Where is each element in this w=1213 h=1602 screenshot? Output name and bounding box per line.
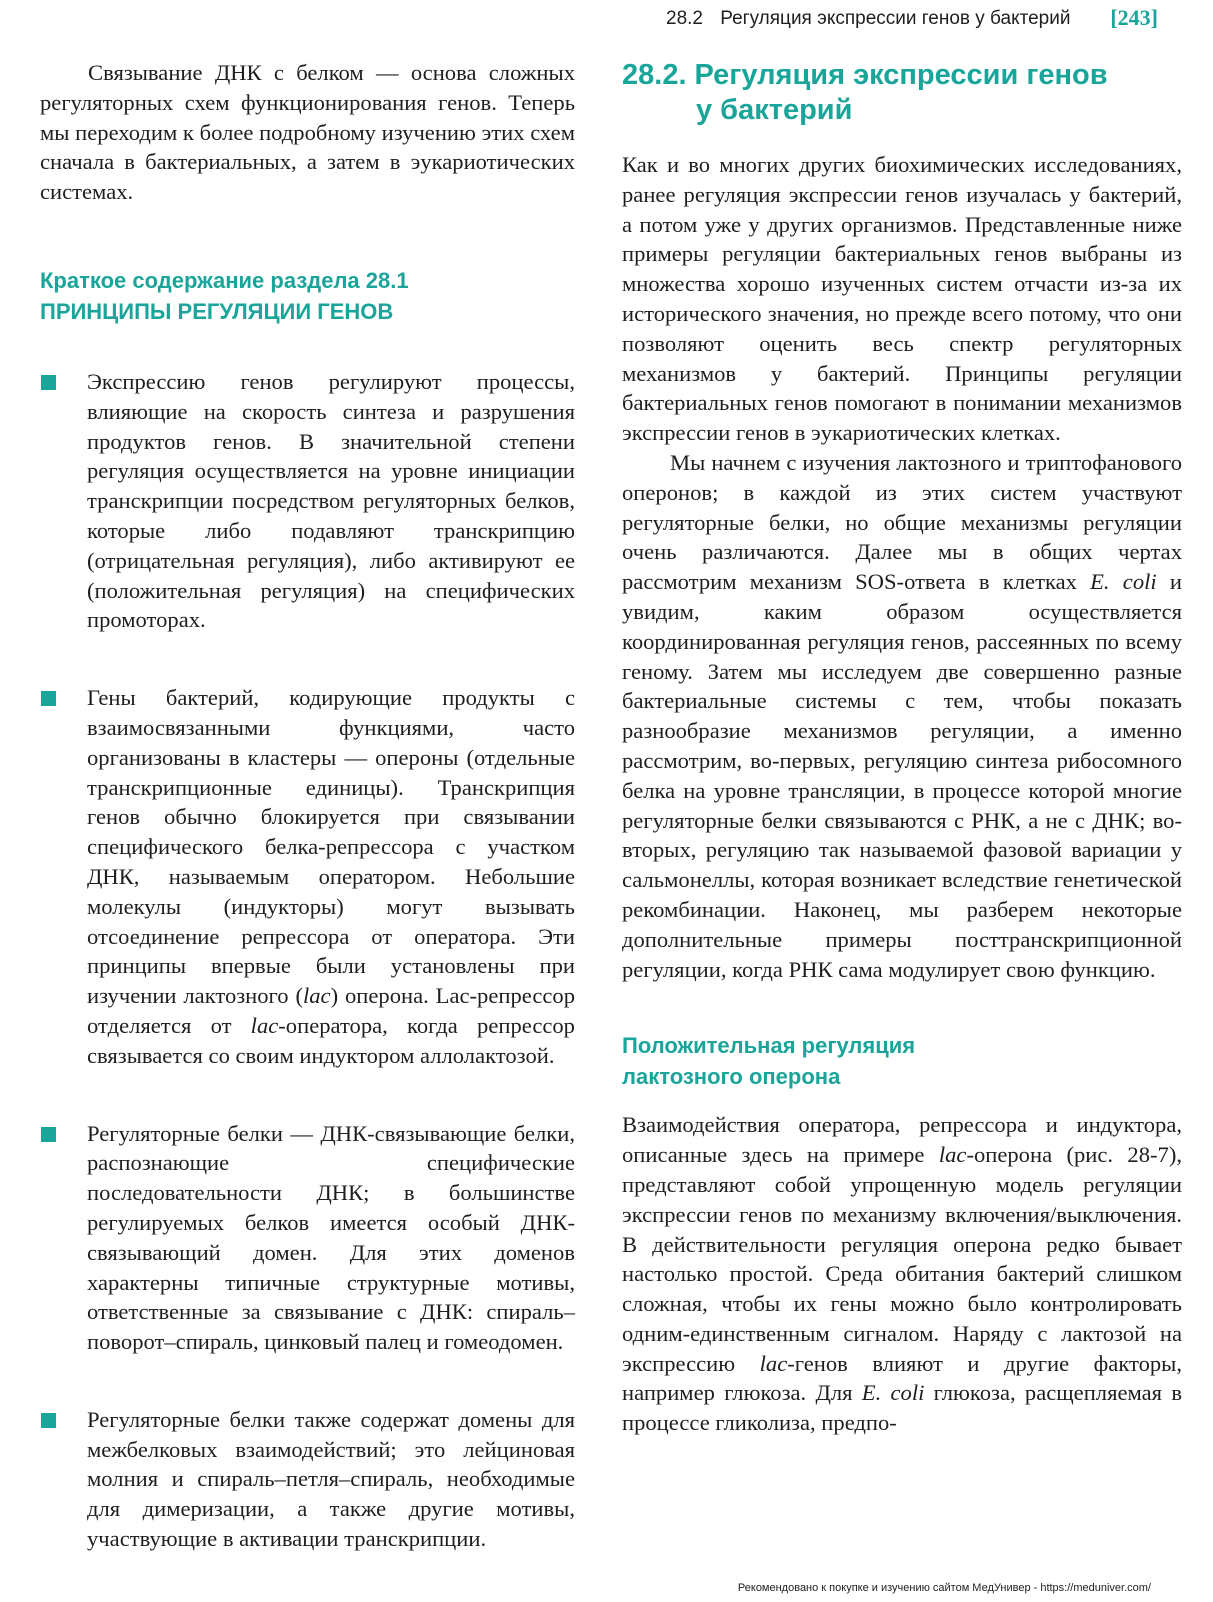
summary-item (40, 683, 575, 1070)
text-run: глюкоза, расщепляемая в процессе гликолиза, предпо- (622, 1380, 1182, 1436)
italic-gene-name: lac (302, 983, 331, 1009)
summary-item-text: Регуляторные белки — ДНК-связывающие белки, распознающие специфические последовательности ДНК; в большинстве регулируемых белков имеется особый ДНК-связывающий домен. Для этих доменов характерны типичные структурные мотивы, ответственные за связывание с ДНК: спираль–поворот–спираль, цинковый палец и гомеодомен. (87, 1120, 575, 1355)
left-column (40, 58, 575, 1602)
summary-heading-line1: Краткое содержание раздела 28.1 (40, 267, 409, 293)
right-column (622, 58, 1182, 1438)
summary-heading (40, 265, 575, 327)
text-run: Гены бактерий, кодирующие продукты с взаимосвязанными функциями, часто организованы в кластеры — опероны (отдельные транскрипционные единицы). Транскрипция генов обычно блокируется при связывании специфического белка-репрессора с участком ДНК, называемым оператором. Небольшие молекулы (индукторы) могут вызывать отсоединение репрессора от оператора. Эти принципы впервые были установлены при изучении лактозного ( (87, 685, 575, 1009)
text-run: -генов влияют и другие факторы, например глюкоза. Для (622, 1350, 1182, 1406)
text-run: Мы начнем с изучения лактозного и триптофанового оперонов; в каждой из этих систем участвуют регуляторные белки, но общие механизмы регуляции очень различаются. Далее мы в общих чертах рассмотрим механизм SOS-ответа в клетках (622, 449, 1182, 595)
running-head (666, 5, 1186, 30)
summary-item-text: Экспрессию генов регулируют процессы, влияющие на скорость синтеза и разрушения продуктов генов. В значительной степени регуляция осуществляется на уровне инициации транскрипции посредством регуляторных белков, которые либо подавляют транскрипцию (отрицательная регуляция), либо активируют ее (положительная регуляция) на специфических промоторах. (87, 368, 575, 633)
italic-organism-name: E. coli (861, 1380, 925, 1406)
intro-paragraph: Связывание ДНК с белком — основа сложных регуляторных схем функционирования генов. Теперь мы переходим к более подробному изучению этих схем сначала в бактериальных, а затем в эукариотических системах. (40, 60, 575, 205)
subsection-heading-line1: Положительная регуляция (622, 1033, 916, 1059)
running-head-section: 28.2 (666, 8, 703, 29)
italic-gene-name: lac (759, 1350, 788, 1376)
subsection-heading-line2: лактозного оперона (622, 1064, 841, 1090)
body-paragraph: Как и во многих других биохимических исследованиях, ранее регуляция экспрессии генов изучалась у бактерий, а потом уже у других организмов. Представленные ниже примеры регуляции бактериальных генов выбраны из множества хорошо изученных систем отчасти из-за их исторического значения, но прежде всего потому, что они позволяют оценить весь спектр регуляторных механизмов у бактерий. Принципы регуляции бактериальных генов помогают в понимании механизмов экспрессии генов в эукариотических клетках. (622, 152, 1182, 446)
text-run: -оператора, когда репрессор связывается со своим индуктором аллолактозой. (87, 1012, 575, 1068)
section-title (622, 58, 1182, 128)
summary-item (40, 367, 575, 635)
summary-item-text: Регуляторные белки также содержат домены для межбелковых взаимодействий; это лейциновая молния и спираль–петля–спираль, необходимые для димеризации, а также другие мотивы, участвующие в активации транскрипции. (87, 1406, 575, 1552)
italic-gene-name: lac (250, 1012, 279, 1038)
text-run: Взаимодействия оператора, репрессора и индуктора, описанные здесь на примере (622, 1112, 1182, 1168)
body-paragraph (622, 1110, 1182, 1438)
footer-note: Рекомендовано к покупке и изучению сайтом МедУнивер - https://meduniver.com/ (737, 1582, 1151, 1594)
text-run: ) оперона. Lac-репрессор отделяется от (87, 983, 576, 1038)
square-bullet-icon (41, 1413, 56, 1428)
subsection-heading (622, 1030, 1182, 1092)
square-bullet-icon (41, 375, 56, 390)
square-bullet-icon (41, 1127, 56, 1142)
text-run: -оперона (рис. 28-7), представляют собой упрощенную модель регуляции экспрессии генов по механизму включения/выключения. В действительности регуляция оперона редко бывает настолько простой. Среда обитания бактерий слишком сложная, чтобы их гены можно было контролировать одним-единственным сигналом. Наряду с лактозой на экспрессию (622, 1142, 1182, 1376)
section-title-line2: у бактерий (696, 94, 853, 126)
summary-list (40, 367, 575, 1554)
italic-organism-name: E. coli (1090, 569, 1157, 595)
italic-gene-name: lac (938, 1142, 967, 1168)
text-run: и увидим, каким образом осуществляется координированная регуляция генов, рассеянных по всему геному. Затем мы исследуем две совершенно разные бактериальные системы с тем, чтобы показать разнообразие механизмов регуляции, а именно рассмотрим, во-первых, регуляцию синтеза рибосомного белка на уровне трансляции, в процессе которой многие регуляторные белки связываются с РНК, а не с ДНК; во-вторых, регуляцию так называемой фазовой вариации у сальмонеллы, которая возникает вследствие генетической рекомбинации. Наконец, мы разберем некоторые дополнительные примеры посттранскрипционной регуляции, когда РНК сама модулирует свою функцию. (622, 569, 1182, 982)
body-paragraph (622, 448, 1182, 984)
summary-item (40, 1405, 575, 1554)
summary-item (40, 1119, 575, 1357)
summary-heading-line2: ПРИНЦИПЫ РЕГУЛЯЦИИ ГЕНОВ (40, 298, 394, 324)
summary-item-text (87, 683, 575, 1070)
section-title-line1: 28.2. Регуляция экспрессии генов (622, 59, 1108, 91)
page-number: [243] (1110, 5, 1158, 30)
running-head-title: Регуляция экспрессии генов у бактерий (720, 8, 1071, 29)
square-bullet-icon (41, 691, 56, 706)
